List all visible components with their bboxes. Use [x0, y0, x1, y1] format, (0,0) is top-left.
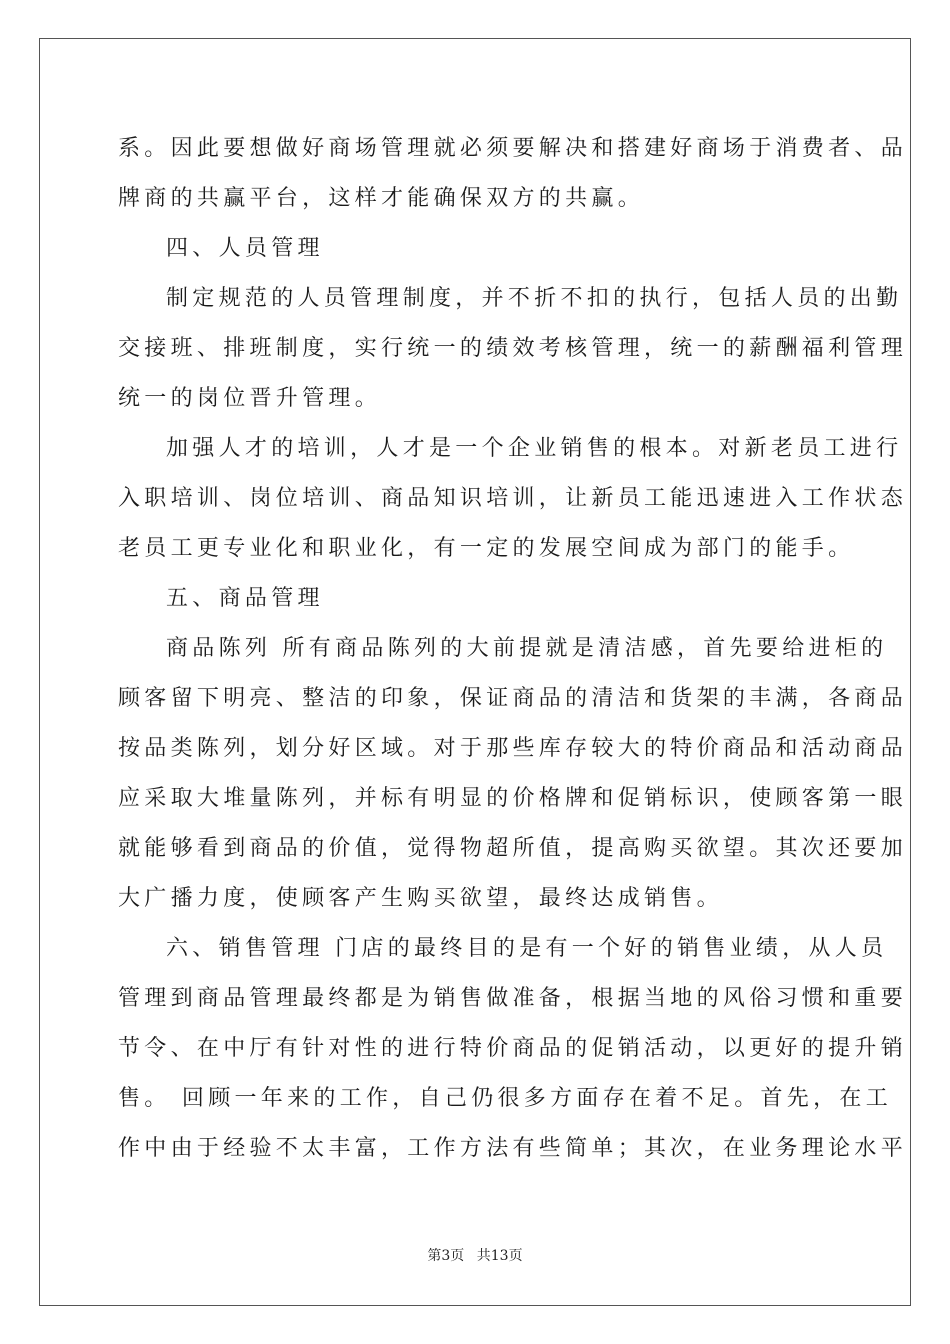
- text-line: 节令、在中厅有针对性的进行特价商品的促销活动，以更好的提升销: [118, 1036, 908, 1061]
- page-footer: [0, 1245, 950, 1265]
- page-border: [39, 38, 911, 1306]
- text-line: 牌商的共赢平台，这样才能确保双方的共赢。: [118, 186, 645, 211]
- text-line: 大广播力度，使顾客产生购买欲望，最终达成销售。: [118, 886, 723, 911]
- text-line: 系。因此要想做好商场管理就必须要解决和搭建好商场于消费者、品: [118, 136, 908, 161]
- text-line: 顾客留下明亮、整洁的印象，保证商品的清洁和货架的丰满，各商品: [118, 686, 908, 711]
- section-heading: 四、人员管理: [166, 236, 324, 261]
- section-heading: 五、商品管理: [166, 586, 324, 611]
- text-line: 统一的岗位晋升管理。: [118, 386, 382, 411]
- text-line: 入职培训、岗位培训、商品知识培训，让新员工能迅速进入工作状态: [118, 486, 908, 511]
- text-line: 应采取大堆量陈列，并标有明显的价格牌和促销标识，使顾客第一眼: [118, 786, 908, 811]
- text-line: 商品陈列 所有商品陈列的大前提就是清洁感，首先要给进柜的: [166, 636, 888, 661]
- page-number: 第3页: [427, 1248, 465, 1264]
- page-total: 共13页: [476, 1248, 523, 1264]
- section-heading: 六、销售管理 门店的最终目的是有一个好的销售业绩，从人员: [166, 936, 888, 961]
- text-line: 就能够看到商品的价值，觉得物超所值，提高购买欲望。其次还要加: [118, 836, 908, 861]
- text-line: 加强人才的培训，人才是一个企业销售的根本。对新老员工进行: [166, 436, 903, 461]
- text-line: 管理到商品管理最终都是为销售做准备，根据当地的风俗习惯和重要: [118, 986, 908, 1011]
- text-line: 作中由于经验不太丰富，工作方法有些简单；其次，在业务理论水平: [118, 1136, 908, 1161]
- text-line: 老员工更专业化和职业化，有一定的发展空间成为部门的能手。: [118, 536, 855, 561]
- text-line: 售。 回顾一年来的工作，自己仍很多方面存在着不足。首先，在工: [118, 1086, 892, 1111]
- text-line: 交接班、排班制度，实行统一的绩效考核管理，统一的薪酬福利管理: [118, 336, 908, 361]
- text-line: 制定规范的人员管理制度，并不折不扣的执行，包括人员的出勤: [166, 286, 903, 311]
- text-line: 按品类陈列，划分好区域。对于那些库存较大的特价商品和活动商品: [118, 736, 908, 761]
